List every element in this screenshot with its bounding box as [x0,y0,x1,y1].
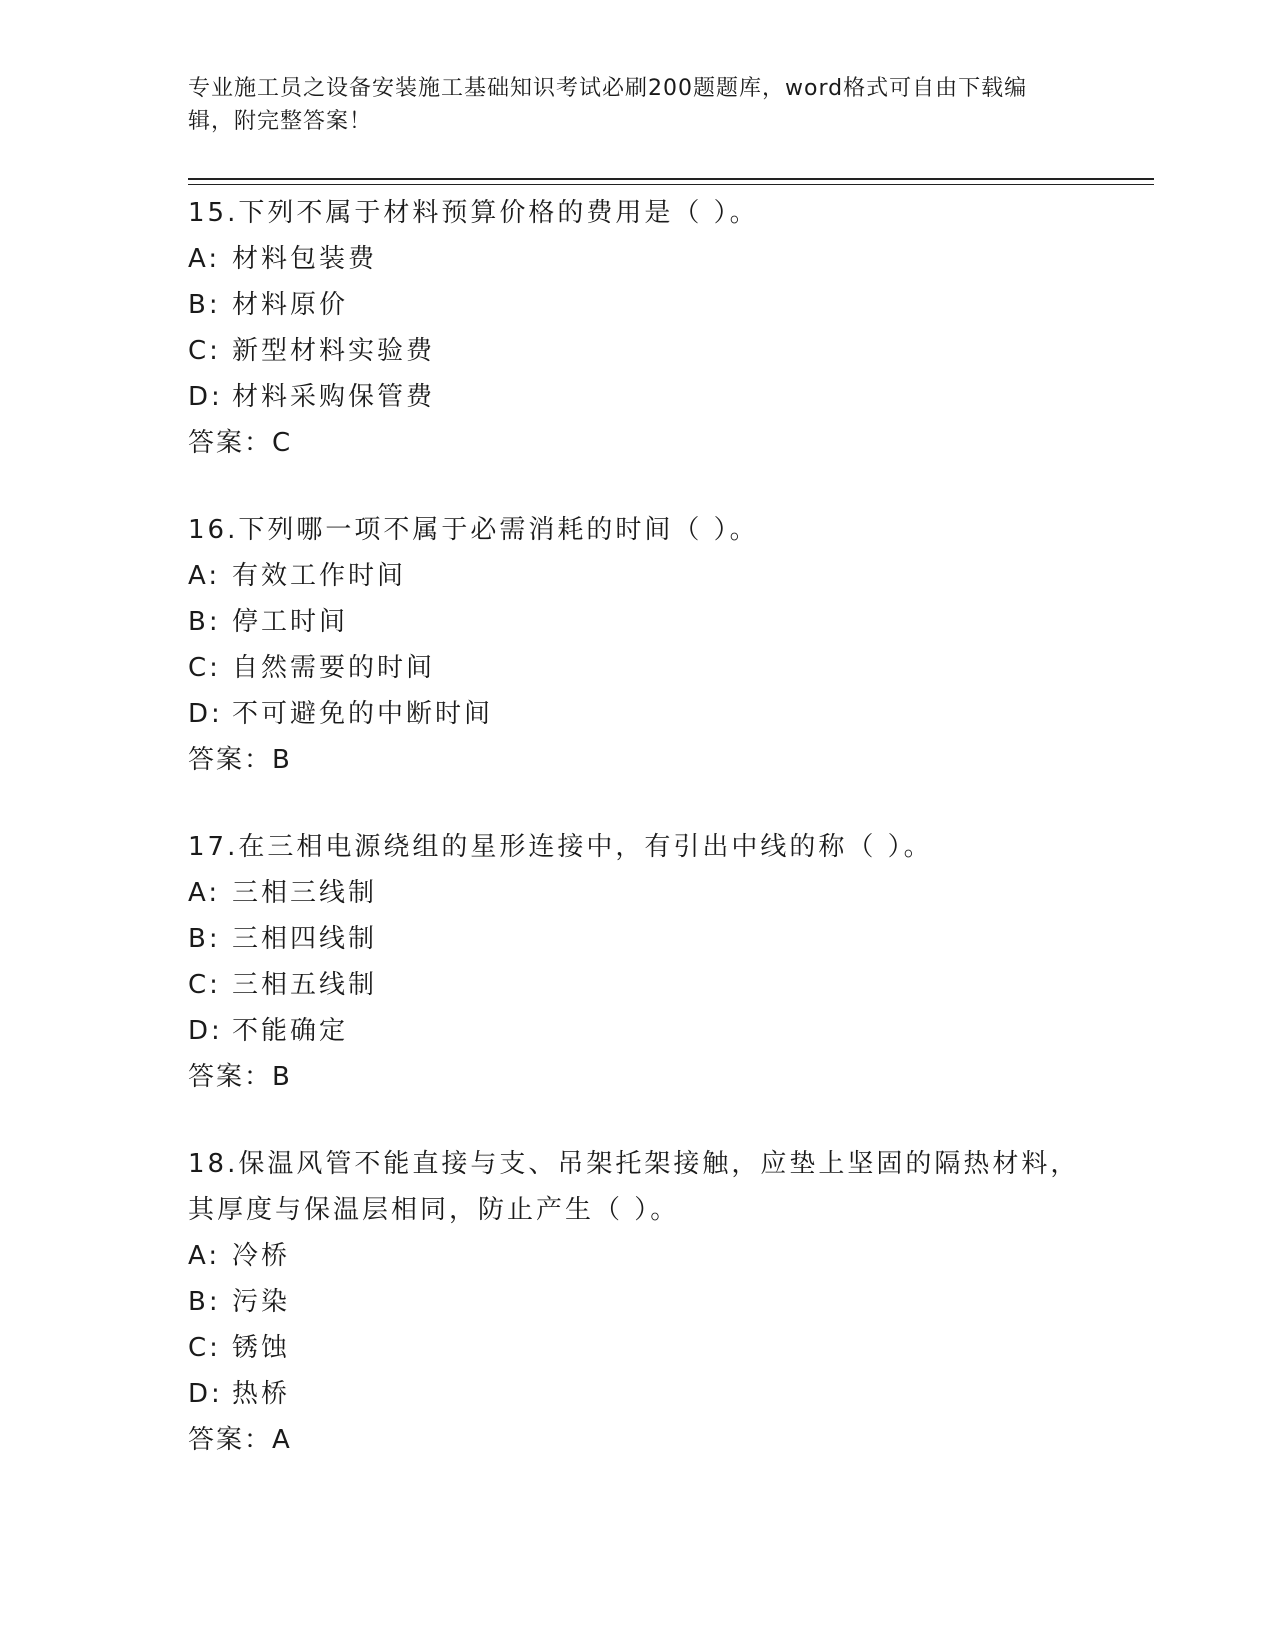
option-letter: A: [188,1241,221,1271]
option-letter: C: [188,336,221,366]
option-text: 材料采购保管费 [232,382,436,412]
option-c [188,328,1088,374]
option-text: 自然需要的时间 [232,653,436,683]
option-d [188,374,1088,420]
answer-line: 答案：B [188,745,292,775]
question-17 [188,824,1088,1100]
option-b [188,282,1088,328]
question-text: 18.保温风管不能直接与支、吊架托架接触，应垫上坚固的隔热材料，其厚度与保温层相同，防止产生（ ）。 [188,1149,1080,1225]
answer-line: 答案：A [188,1425,292,1455]
option-text: 三相四线制 [232,924,378,954]
option-letter: A: [188,561,221,591]
header-divider-thick [188,178,1154,180]
option-c [188,1325,1088,1371]
question-15 [188,190,1088,466]
option-d [188,691,1088,737]
option-d [188,1008,1088,1054]
document-header: 专业施工员之设备安装施工基础知识考试必刷200题题库，word格式可自由下载编辑，附完整答案！ [188,76,1028,134]
option-letter: B: [188,924,221,954]
option-letter: A: [188,878,221,908]
option-text: 有效工作时间 [232,561,407,591]
option-text: 不能确定 [232,1016,349,1046]
answer-line: 答案：C [188,428,293,458]
option-text: 新型材料实验费 [232,336,436,366]
option-letter: C: [188,653,221,683]
option-letter: D: [188,699,223,729]
option-letter: B: [188,1287,221,1317]
option-letter: B: [188,607,221,637]
option-a [188,236,1088,282]
option-b [188,1279,1088,1325]
option-letter: B: [188,290,221,320]
option-c [188,645,1088,691]
option-text: 污染 [232,1287,291,1317]
option-a [188,553,1088,599]
question-text: 16.下列哪一项不属于必需消耗的时间（ ）。 [188,515,759,545]
option-letter: D: [188,382,223,412]
question-text: 15.下列不属于材料预算价格的费用是（ ）。 [188,198,759,228]
option-letter: D: [188,1016,223,1046]
option-d [188,1371,1088,1417]
option-b [188,599,1088,645]
option-text: 不可避免的中断时间 [232,699,494,729]
option-a [188,1233,1088,1279]
option-text: 材料包装费 [232,244,378,274]
question-list [188,190,1088,1504]
header-divider-thin [188,184,1154,185]
option-a [188,870,1088,916]
option-text: 锈蚀 [232,1333,291,1363]
option-text: 三相五线制 [232,970,378,1000]
option-letter: C: [188,1333,221,1363]
option-text: 材料原价 [232,290,349,320]
question-16 [188,507,1088,783]
option-letter: A: [188,244,221,274]
option-text: 三相三线制 [232,878,378,908]
option-text: 停工时间 [232,607,349,637]
question-18 [188,1141,1088,1463]
answer-line: 答案：B [188,1062,292,1092]
option-c [188,962,1088,1008]
option-letter: D: [188,1379,223,1409]
question-text: 17.在三相电源绕组的星形连接中，有引出中线的称（ ）。 [188,832,933,862]
option-letter: C: [188,970,221,1000]
option-text: 冷桥 [232,1241,291,1271]
option-b [188,916,1088,962]
option-text: 热桥 [232,1379,291,1409]
